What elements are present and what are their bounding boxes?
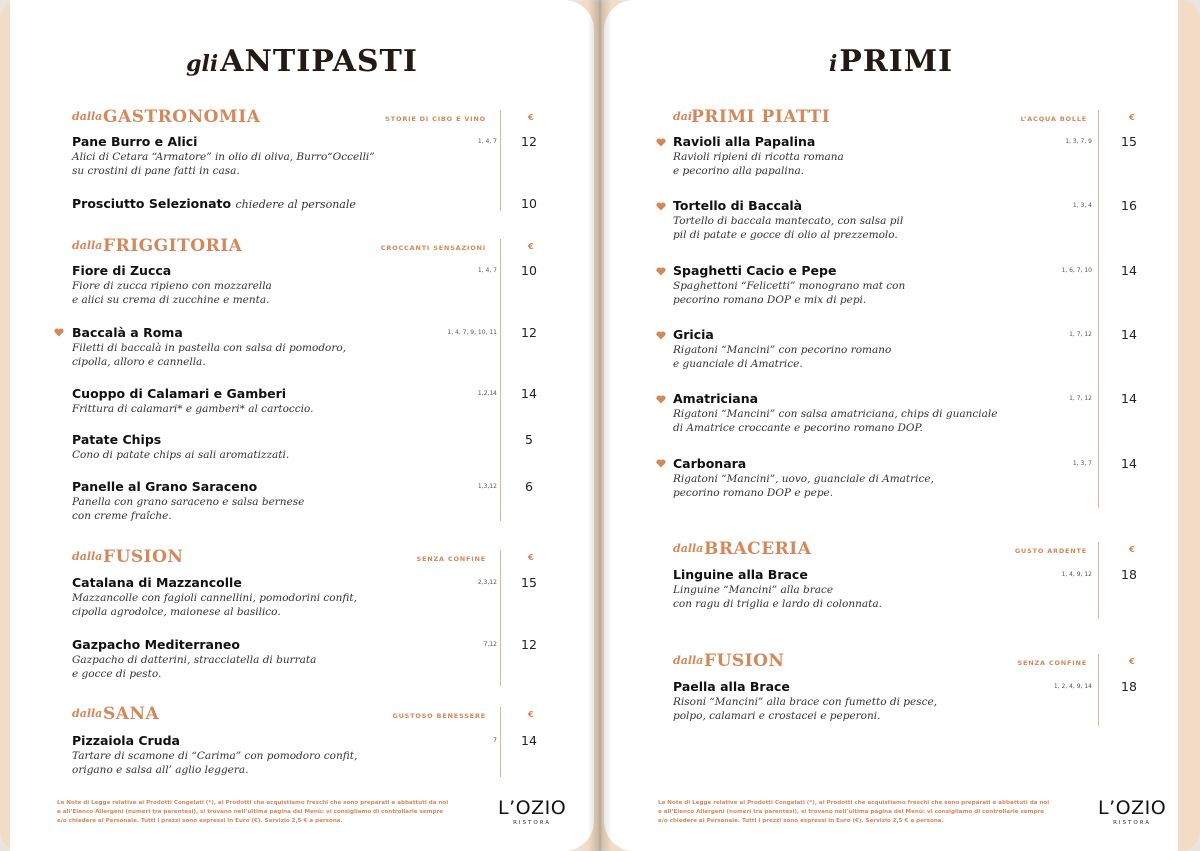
item-price: 14: [1121, 263, 1137, 278]
item-price: 15: [1121, 134, 1137, 149]
legal-line: Le Note di Legge relative ai Prodotti Congelati (*), ai Prodotti che acquistiamo freschi che sono preparati e abbattuti da noi: [57, 800, 449, 806]
heart-icon: [656, 138, 666, 147]
item-description: e gocce di pesto.: [72, 668, 162, 680]
item-allergens: 1, 4, 7: [477, 267, 497, 274]
heart-icon: [54, 328, 64, 337]
currency-label: €: [528, 242, 534, 251]
section-tag: CROCCANTI SENSAZIONI: [380, 244, 486, 252]
section-prefix: dalla: [673, 542, 704, 555]
item-allergens: 1, 6, 7, 10: [1061, 267, 1092, 274]
section-prefix: dalla: [673, 654, 704, 667]
primi-page: [604, 0, 1178, 851]
legal-line: e/o chiedere al Personale. Tutti i prezzi sono espressi in Euro (€). Servizio 2,5 € a persona.: [57, 818, 343, 824]
menu-item: [673, 263, 1153, 323]
item-allergens: 2,3,12: [477, 579, 497, 586]
item-price: 14: [1121, 391, 1137, 406]
menu-item: [673, 134, 1153, 194]
currency-label: €: [528, 710, 534, 719]
item-allergens: 1, 3, 7: [1072, 460, 1092, 467]
item-description: e guanciale di Amatrice.: [673, 358, 803, 370]
item-allergens: 1, 4, 9, 12: [1061, 571, 1092, 578]
item-description: Rigatoni “Mancini” con pecorino romano: [673, 344, 892, 356]
lozio-logo: [498, 797, 566, 826]
menu-item: [72, 134, 552, 194]
menu-item: [72, 263, 552, 323]
section-prefix: dalla: [72, 239, 103, 252]
primi-title: [604, 44, 1178, 79]
item-description: Rigatoni “Mancini”, uovo, guanciale di Amatrice,: [673, 473, 934, 485]
section-fusion-primi: [673, 651, 1143, 680]
item-allergens: 7,12: [483, 641, 497, 648]
title-prefix: i: [828, 51, 838, 77]
item-allergens: 1, 7, 12: [1069, 331, 1092, 338]
menu-item: [673, 391, 1153, 451]
menu-item: [72, 575, 552, 635]
section-tag: SENZA CONFINE: [1017, 659, 1087, 667]
item-description: Ravioli ripieni di ricotta romana: [673, 151, 844, 163]
legal-line: e all’Elenco Allergeni (numeri tra parentesi), si trovano nell’ultima pagina del Menù: vi consigliamo di controllarle sempre: [658, 809, 1045, 815]
section-tag: L’ACQUA BOLLE: [1020, 115, 1087, 123]
menu-item: [673, 456, 1153, 516]
item-allergens: 1,3,12: [477, 483, 497, 490]
item-description: Panella con grano saraceno e salsa bernese: [72, 496, 305, 508]
item-price: 14: [521, 733, 537, 748]
item-description: Risoni “Mancini” alla brace con fumetto di pesce,: [673, 696, 938, 708]
item-description: pil di patate e gocce di olio al prezzemolo.: [673, 229, 898, 241]
item-name: Fiore di Zucca: [72, 263, 172, 278]
logo-sub: RISTORA: [513, 820, 552, 826]
item-description: con creme fraîche.: [72, 510, 172, 522]
currency-label: €: [1129, 113, 1135, 122]
item-price: 14: [1121, 456, 1137, 471]
legal-notes: [658, 799, 1078, 826]
antipasti-page: [10, 0, 594, 851]
section-tag: STORIE DI CIBO E VINO: [385, 115, 486, 123]
item-description: Rigatoni “Mancini” con salsa amatriciana, chips di guanciale: [673, 408, 998, 420]
item-name: Panelle al Grano Saraceno: [72, 479, 258, 494]
section-prefix: dalla: [72, 707, 103, 720]
item-description: Cono di patate chips ai sali aromatizzati.: [72, 449, 290, 461]
item-price: 16: [1121, 198, 1137, 213]
section-name: BRACERIA: [704, 539, 812, 559]
heart-icon: [656, 331, 666, 340]
legal-line: Le Note di Legge relative ai Prodotti Congelati (*), ai Prodotti che acquistiamo freschi che sono preparati e abbattuti da noi: [658, 800, 1050, 806]
item-description: pecorino romano DOP e mix di pepi.: [673, 294, 867, 306]
item-description: Tortello di baccala mantecato, con salsa pil: [673, 215, 904, 227]
item-name: Cuoppo di Calamari e Gamberi: [72, 386, 287, 401]
item-name: Tortello di Baccalà: [673, 198, 803, 213]
section-prefix: dai: [673, 110, 692, 123]
menu-item: [673, 679, 1153, 739]
section-tag: GUSTO ARDENTE: [1014, 547, 1087, 555]
item-description: polpo, calamari e crostacei e peperoni.: [673, 710, 881, 722]
item-description: Gazpacho di datterini, stracciatella di burrata: [72, 654, 317, 666]
section-tag: GUSTOSO BENESSERE: [392, 712, 486, 720]
currency-label: €: [1129, 657, 1135, 666]
menu-item: [72, 733, 552, 793]
item-description: Filetti di baccalà in pastella con salsa di pomodoro,: [72, 342, 347, 354]
item-name: Ravioli alla Papalina: [673, 134, 816, 149]
item-name: Pane Burro e Alici: [72, 134, 198, 149]
item-price: 18: [1121, 567, 1137, 582]
item-description: Tartare di scamone di “Carima” con pomodoro confit,: [72, 750, 358, 762]
item-name: Pizzaiola Cruda: [72, 733, 180, 748]
item-allergens: 1, 3, 7, 9: [1065, 138, 1092, 145]
item-price: 15: [521, 575, 537, 590]
section-gastronomia: [72, 107, 542, 136]
item-note: chiedere al personale: [235, 198, 356, 211]
item-price: 14: [1121, 327, 1137, 342]
item-name: Catalana di Mazzancolle: [72, 575, 242, 590]
item-price: 12: [521, 325, 537, 340]
menu-item: [673, 567, 1153, 627]
item-price: 12: [521, 134, 537, 149]
section-prefix: dalla: [72, 550, 103, 563]
antipasti-title: [10, 44, 594, 79]
currency-label: €: [528, 553, 534, 562]
item-description: Frittura di calamari* e gamberi* al cartoccio.: [72, 403, 314, 415]
item-price: 10: [521, 263, 537, 278]
menu-item: [72, 479, 552, 539]
item-name: Patate Chips: [72, 432, 162, 447]
menu-item: [72, 637, 552, 697]
section-tag: SENZA CONFINE: [416, 555, 486, 563]
item-name: [72, 196, 356, 211]
title-prefix: gli: [186, 51, 219, 77]
item-description: e pecorino alla papalina.: [673, 165, 805, 177]
item-name: Amatriciana: [673, 391, 759, 406]
item-name: Linguine alla Brace: [673, 567, 808, 582]
item-description: su crostini di pane fatti in casa.: [72, 165, 240, 177]
menu-item: [673, 198, 1153, 258]
item-allergens: 1, 4, 7, 9, 10, 11: [447, 329, 497, 336]
section-name: GASTRONOMIA: [103, 107, 261, 127]
lozio-logo: [1098, 797, 1166, 826]
item-description: origano e salsa all’ aglio leggera.: [72, 764, 249, 776]
item-name: Spaghetti Cacio e Pepe: [673, 263, 837, 278]
item-price: 6: [525, 479, 533, 494]
item-description: Alici di Cetara “Armatore” in olio di oliva, Burro“Occelli”: [72, 151, 375, 163]
item-description: di Amatrice croccante e pecorino romano DOP.: [673, 422, 923, 434]
item-description: Spaghettoni “Felicetti” monograno mat con: [673, 280, 906, 292]
title-text: ANTIPASTI: [220, 44, 418, 79]
item-description: Fiore di zucca ripieno con mozzarella: [72, 280, 272, 292]
section-name: SANA: [103, 704, 160, 724]
logo-sub: RISTORA: [1113, 820, 1152, 826]
book-gutter: [588, 0, 612, 851]
section-friggitoria: [72, 236, 542, 265]
item-name: Paella alla Brace: [673, 679, 790, 694]
item-description: cipolla, alloro e cannella.: [72, 356, 206, 368]
item-allergens: 1, 7, 12: [1069, 395, 1092, 402]
section-name: FUSION: [103, 547, 184, 567]
item-description: pecorino romano DOP e pepe.: [673, 487, 834, 499]
item-price: 14: [521, 386, 537, 401]
legal-notes: [57, 799, 477, 826]
heart-icon: [656, 202, 666, 211]
section-fusion: [72, 547, 542, 576]
section-name: PRIMI PIATTI: [691, 107, 831, 127]
heart-icon: [656, 395, 666, 404]
item-price: 5: [525, 432, 533, 447]
legal-line: e all’Elenco Allergeni (numeri tra parentesi), si trovano nell’ultima pagina del Menù: vi consigliamo di controllarle sempre: [57, 809, 444, 815]
item-allergens: 1,2,14: [477, 390, 497, 397]
heart-icon: [656, 267, 666, 276]
section-sana: [72, 704, 542, 733]
item-description: Linguine “Mancini” alla brace: [673, 584, 834, 596]
heart-icon: [656, 459, 666, 468]
item-name: Carbonara: [673, 456, 747, 471]
item-name: Gazpacho Mediterraneo: [72, 637, 240, 652]
section-name: FUSION: [704, 651, 785, 671]
logo-name: L’OZIO: [498, 797, 567, 819]
item-price: 18: [1121, 679, 1137, 694]
menu-item: [673, 327, 1153, 387]
title-text: PRIMI: [839, 44, 954, 79]
section-prefix: dalla: [72, 110, 103, 123]
item-allergens: 7: [493, 737, 497, 744]
item-name: Gricia: [673, 327, 714, 342]
item-description: cipolla agrodolce, maionese al basilico.: [72, 606, 281, 618]
item-price: 10: [521, 196, 537, 211]
legal-line: e/o chiedere al Personale. Tutti i prezzi sono espressi in Euro (€). Servizio 2,5 € a persona.: [658, 818, 944, 824]
menu-item: [72, 325, 552, 385]
item-name: Baccalà a Roma: [72, 325, 183, 340]
item-allergens: 1, 3, 4: [1072, 202, 1092, 209]
item-description: Mazzancolle con fagioli cannellini, pomodorini confit,: [72, 592, 357, 604]
currency-label: €: [1129, 545, 1135, 554]
item-name-text: Prosciutto Selezionato: [72, 196, 232, 211]
currency-label: €: [528, 113, 534, 122]
section-name: FRIGGITORIA: [103, 236, 243, 256]
section-primi-piatti: [673, 107, 1143, 136]
item-description: e alici su crema di zucchine e menta.: [72, 294, 270, 306]
item-allergens: 1, 4, 7: [477, 138, 497, 145]
section-braceria: [673, 539, 1143, 568]
item-allergens: 1, 2, 4, 9, 14: [1053, 683, 1092, 690]
item-description: con ragu di triglia e lardo di colonnata.: [673, 598, 882, 610]
logo-name: L’OZIO: [1098, 797, 1167, 819]
item-price: 12: [521, 637, 537, 652]
